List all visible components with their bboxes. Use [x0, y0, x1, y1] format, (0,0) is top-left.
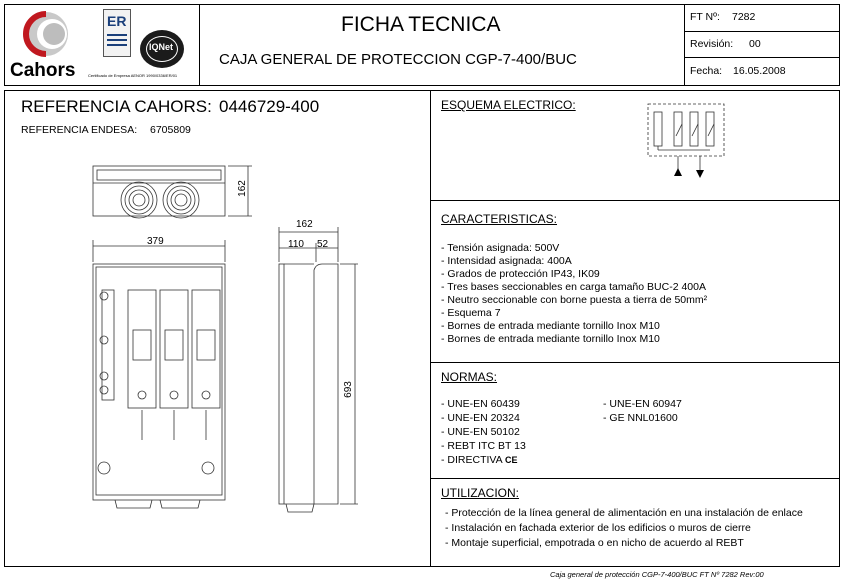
- norms-title: NORMAS:: [441, 370, 498, 384]
- date-label: Fecha:: [690, 65, 723, 77]
- usage-list: [445, 506, 803, 551]
- norm-item: - UNE-EN 20324: [441, 412, 520, 424]
- ft-number-label: FT Nº:: [690, 11, 720, 23]
- norm-item: - UNE-EN 60947: [603, 398, 682, 410]
- doc-subtitle: CAJA GENERAL DE PROTECCION CGP-7-400/BUC: [219, 51, 577, 68]
- reference-cahors-value: 0446729-400: [219, 97, 320, 116]
- norm-item: - UNE-EN 60439: [441, 398, 520, 410]
- cahors-brand-text: Cahors: [10, 60, 76, 81]
- front-view: [93, 240, 225, 508]
- top-view: [93, 166, 252, 218]
- revision-label: Revisión:: [690, 38, 734, 50]
- reference-cahors-label: REFERENCIA CAHORS:: [21, 97, 212, 116]
- right-section-line-3: [430, 478, 840, 479]
- reference-endesa-value: 6705809: [150, 124, 191, 136]
- characteristic-item: - Grados de protección IP43, IK09: [441, 268, 600, 280]
- dim-depth-b: 52: [317, 239, 329, 250]
- norms-list-right: [603, 397, 682, 425]
- characteristic-item: - Neutro seccionable con borne puesta a tierra de 50mm²: [441, 294, 708, 306]
- usage-item: - Protección de la línea general de alimentación en una instalación de enlace: [445, 507, 803, 519]
- characteristic-item: - Tensión asignada: 500V: [441, 242, 560, 254]
- characteristics-list: [441, 242, 707, 346]
- ft-number-value: 7282: [732, 11, 756, 23]
- characteristic-item: - Tres bases seccionables en carga tamaño BUC-2 400A: [441, 281, 706, 293]
- dim-width: 379: [147, 236, 164, 247]
- header-row-line-2: [684, 57, 840, 58]
- dim-depth: 162: [296, 219, 313, 230]
- header-row-line-1: [684, 31, 840, 32]
- side-view: [279, 227, 358, 512]
- doc-title: FICHA TECNICA: [341, 13, 501, 36]
- usage-title: UTILIZACION:: [441, 486, 520, 500]
- characteristic-item: - Intensidad asignada: 400A: [441, 255, 572, 267]
- dim-height: 693: [342, 381, 354, 398]
- cert-company-text: Certificado de Empresa AENOR 1990/0336/ER/01: [88, 73, 178, 78]
- dim-top-height: 162: [236, 180, 248, 197]
- ce-mark: CE: [504, 455, 518, 465]
- norm-item-text: - DIRECTIVA: [441, 454, 503, 466]
- norm-item: - REBT ITC BT 13: [441, 440, 526, 452]
- norm-item: [441, 453, 526, 467]
- body-divider: [430, 90, 431, 567]
- reference-endesa-label: REFERENCIA ENDESA:: [21, 124, 138, 136]
- date-value: 16.05.2008: [733, 65, 786, 77]
- norms-list-left: [441, 397, 526, 467]
- norm-item: - GE NNL01600: [603, 412, 678, 424]
- characteristic-item: - Bornes de entrada mediante tornillo Inox M10: [441, 320, 660, 332]
- schema-title: ESQUEMA ELECTRICO:: [441, 98, 576, 112]
- characteristic-item: - Bornes de entrada mediante tornillo Inox M10: [441, 333, 660, 345]
- electric-schema-diagram: [640, 100, 730, 185]
- footer-text: Caja general de protección CGP-7-400/BUC FT Nº 7282 Rev:00: [550, 570, 764, 579]
- usage-item: - Instalación en fachada exterior de los edificios o muros de cierre: [445, 522, 751, 534]
- er-cert-text: ER: [107, 13, 127, 29]
- iqnet-seal-text: IQNet: [149, 42, 174, 52]
- characteristic-item: - Esquema 7: [441, 307, 501, 319]
- norm-item: - UNE-EN 50102: [441, 426, 520, 438]
- right-section-line-1: [430, 200, 840, 201]
- dim-depth-a: 110: [288, 239, 304, 250]
- usage-item: - Montaje superficial, empotrada o en nicho de acuerdo al REBT: [445, 537, 744, 549]
- revision-value: 00: [749, 38, 761, 50]
- header-divider-right: [684, 4, 685, 86]
- characteristics-title: CARACTERISTICAS:: [441, 212, 558, 226]
- right-section-line-2: [430, 362, 840, 363]
